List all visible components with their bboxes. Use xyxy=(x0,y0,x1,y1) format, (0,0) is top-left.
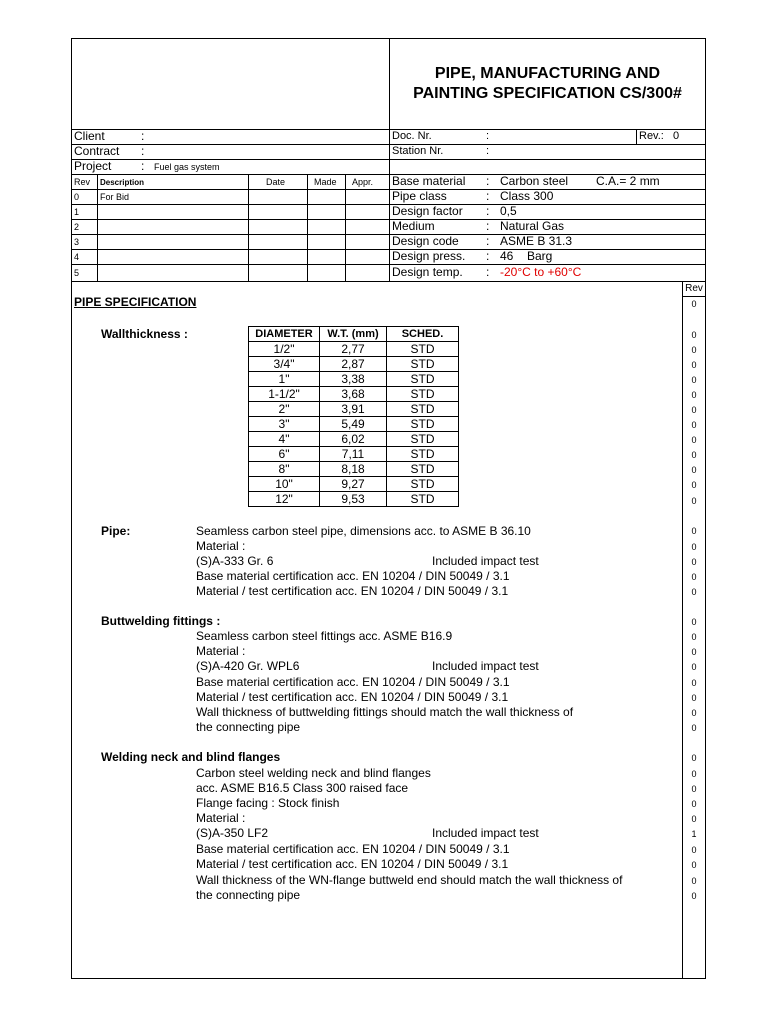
sched-cell: STD xyxy=(387,342,459,357)
wt-cell: 7,11 xyxy=(320,447,387,462)
rev-mark: 0 xyxy=(691,496,697,506)
sched-cell: STD xyxy=(387,432,459,447)
wt-cell: 3,91 xyxy=(320,402,387,417)
sched-cell: STD xyxy=(387,372,459,387)
rev-mark: 0 xyxy=(691,723,697,733)
fittings-line: Wall thickness of buttwelding fittings should match the wall thickness of xyxy=(196,705,574,719)
rev-col-header: Rev xyxy=(74,177,91,187)
fittings-line: (S)A-420 Gr. WPL6 xyxy=(196,659,300,673)
property-colon: : xyxy=(486,204,490,218)
header-line xyxy=(71,129,706,130)
project-value: Fuel gas system xyxy=(154,162,220,172)
sched-cell: STD xyxy=(387,477,459,492)
rev-mark: 0 xyxy=(691,769,697,779)
rev-mark: 0 xyxy=(691,662,697,672)
rev-mark: 1 xyxy=(691,829,697,839)
date-col-header: Date xyxy=(266,177,286,187)
diameter-cell: 4" xyxy=(249,432,320,447)
corrosion-allowance: C.A.= 2 mm xyxy=(596,174,660,188)
contract-colon: : xyxy=(141,144,145,158)
wt-cell: 2,87 xyxy=(320,357,387,372)
wt-cell: 6,02 xyxy=(320,432,387,447)
rev-mark: 0 xyxy=(691,814,697,824)
rev-row-number: 4 xyxy=(74,252,80,262)
fittings-line: Seamless carbon steel fittings acc. ASME B16.9 xyxy=(196,629,453,643)
wt-cell: 8,18 xyxy=(320,462,387,477)
wt-cell: 2,77 xyxy=(320,342,387,357)
base-material-value: Carbon steel xyxy=(500,174,569,188)
table-row xyxy=(249,417,459,432)
wallthickness-label: Wallthickness : xyxy=(101,327,188,341)
rev-mark: 0 xyxy=(691,557,697,567)
rev-mark: 0 xyxy=(691,845,697,855)
made-col-header: Made xyxy=(314,177,337,187)
flanges-line: the connecting pipe xyxy=(196,888,301,902)
rev-mark: 0 xyxy=(691,860,697,870)
frame-left xyxy=(71,38,72,979)
rev-mark: 0 xyxy=(691,345,697,355)
header-line xyxy=(71,189,706,190)
pipe-line: Material : xyxy=(196,539,246,553)
wt-cell: 3,68 xyxy=(320,387,387,402)
property-colon: : xyxy=(486,234,490,248)
rev-mark: 0 xyxy=(691,375,697,385)
rev-mark: 0 xyxy=(691,299,697,309)
rev-row-number: 1 xyxy=(74,207,80,217)
rev-col-divider xyxy=(248,174,249,282)
rev-mark: 0 xyxy=(691,617,697,627)
rev-mark: 0 xyxy=(691,647,697,657)
flanges-line: Base material certification acc. EN 10204 / DIN 50049 / 3.1 xyxy=(196,842,510,856)
rev-mark: 0 xyxy=(691,330,697,340)
medium-value: Natural Gas xyxy=(500,219,565,233)
pipe-class-value: Class 300 xyxy=(500,189,554,203)
rev-mark: 0 xyxy=(691,678,697,688)
fittings-line: Material : xyxy=(196,644,246,658)
table-row xyxy=(249,372,459,387)
diameter-cell: 6" xyxy=(249,447,320,462)
doc-nr-label: Doc. Nr. xyxy=(392,130,432,142)
table-row xyxy=(249,432,459,447)
rev-mark: 0 xyxy=(691,450,697,460)
wt-cell: 3,38 xyxy=(320,372,387,387)
wt-cell: 5,49 xyxy=(320,417,387,432)
rev-mark: 0 xyxy=(691,587,697,597)
property-colon: : xyxy=(486,174,490,188)
design-factor-value: 0,5 xyxy=(500,204,517,218)
design-code-value: ASME B 31.3 xyxy=(500,234,573,248)
rev-mark: 0 xyxy=(691,405,697,415)
pipe-line: Material / test certification acc. EN 10204 / DIN 50049 / 3.1 xyxy=(196,584,509,598)
doc-nr-colon: : xyxy=(486,130,490,142)
rev-mark: 0 xyxy=(691,693,697,703)
diameter-cell: 1/2" xyxy=(249,342,320,357)
sched-cell: STD xyxy=(387,492,459,507)
design-press-value: 46 xyxy=(500,249,514,263)
base-material-label: Base material xyxy=(392,174,466,188)
flanges-line: Carbon steel welding neck and blind flanges xyxy=(196,766,431,780)
frame-bottom xyxy=(71,978,706,979)
rev-mark: 0 xyxy=(691,420,697,430)
flanges-line: Wall thickness of the WN-flange buttweld end should match the wall thickness of xyxy=(196,873,623,887)
header-line xyxy=(71,204,706,205)
rev-mark: 0 xyxy=(691,435,697,445)
table-row xyxy=(249,387,459,402)
rev-col-divider xyxy=(345,174,346,282)
rev-col-divider xyxy=(307,174,308,282)
diameter-cell: 10" xyxy=(249,477,320,492)
property-colon: : xyxy=(486,249,490,263)
rev-column-header: Rev xyxy=(685,283,703,294)
flanges-line: Flange facing : Stock finish xyxy=(196,796,340,810)
title-line-1: PIPE, MANUFACTURING AND xyxy=(434,65,661,82)
medium-label: Medium xyxy=(392,219,435,233)
rev-row-description: For Bid xyxy=(100,192,130,202)
section-title: PIPE SPECIFICATION xyxy=(74,295,197,309)
rev-mark: 0 xyxy=(691,784,697,794)
rev-mark: 0 xyxy=(691,876,697,886)
sched-cell: STD xyxy=(387,402,459,417)
client-label: Client xyxy=(74,129,105,143)
rev-mark: 0 xyxy=(691,542,697,552)
rev-mark: 0 xyxy=(691,572,697,582)
rev-mark: 0 xyxy=(691,708,697,718)
description-col-header: Description xyxy=(100,178,145,187)
pipe-line: (S)A-333 Gr. 6 xyxy=(196,554,274,568)
diameter-cell: 3" xyxy=(249,417,320,432)
header-line xyxy=(71,234,706,235)
project-colon: : xyxy=(141,159,145,173)
sched-cell: STD xyxy=(387,417,459,432)
rev-row-number: 5 xyxy=(74,268,80,278)
rev-mark: 0 xyxy=(691,526,697,536)
diameter-cell: 2" xyxy=(249,402,320,417)
table-row xyxy=(249,462,459,477)
table-row xyxy=(249,447,459,462)
rev-mark: 0 xyxy=(691,390,697,400)
diameter-cell: 1" xyxy=(249,372,320,387)
table-row xyxy=(249,402,459,417)
header-line xyxy=(71,144,706,145)
sched-cell: STD xyxy=(387,462,459,477)
property-colon: : xyxy=(486,265,490,279)
rev-row-number: 0 xyxy=(74,192,80,202)
rev-mark: 0 xyxy=(691,360,697,370)
contract-label: Contract xyxy=(74,144,120,158)
header-line xyxy=(71,264,706,265)
rev-mark: 0 xyxy=(691,891,697,901)
rev-row-number: 2 xyxy=(74,222,80,232)
table-row xyxy=(249,477,459,492)
table-row xyxy=(249,357,459,372)
pipe-line: Base material certification acc. EN 10204 / DIN 50049 / 3.1 xyxy=(196,569,510,583)
wt-cell: 9,53 xyxy=(320,492,387,507)
rev-mark: 0 xyxy=(691,799,697,809)
design-temp-label: Design temp. xyxy=(392,265,463,279)
wall-thickness-table xyxy=(248,326,459,507)
diameter-cell: 3/4" xyxy=(249,357,320,372)
design-factor-label: Design factor xyxy=(392,204,463,218)
station-nr-colon: : xyxy=(486,145,490,157)
table-row xyxy=(249,342,459,357)
design-press-label: Design press. xyxy=(392,249,466,263)
project-label: Project xyxy=(74,159,112,173)
rev-mark: 0 xyxy=(691,632,697,642)
rev-value: 0 xyxy=(673,130,680,142)
pipe-label: Pipe: xyxy=(101,524,131,538)
rev-col-divider xyxy=(97,174,98,282)
diameter-cell: 1-1/2" xyxy=(249,387,320,402)
diameter-cell: 8" xyxy=(249,462,320,477)
flanges-line: acc. ASME B16.5 Class 300 raised face xyxy=(196,781,409,795)
header-line xyxy=(71,249,706,250)
header-line xyxy=(71,281,706,282)
fittings-impact-test: Included impact test xyxy=(432,659,539,673)
rev-mark: 0 xyxy=(691,753,697,763)
sched-cell: STD xyxy=(387,387,459,402)
property-colon: : xyxy=(486,189,490,203)
pipe-class-label: Pipe class xyxy=(392,189,447,203)
rev-cell-divider xyxy=(636,129,637,145)
fittings-line: Base material certification acc. EN 10204 / DIN 50049 / 3.1 xyxy=(196,675,510,689)
flanges-line: Material : xyxy=(196,811,246,825)
diameter-cell: 12" xyxy=(249,492,320,507)
rev-mark: 0 xyxy=(691,465,697,475)
flanges-line: Material / test certification acc. EN 10204 / DIN 50049 / 3.1 xyxy=(196,857,509,871)
table-row xyxy=(249,492,459,507)
header-line xyxy=(71,219,706,220)
flanges-label: Welding neck and blind flanges xyxy=(101,750,281,764)
flanges-impact-test: Included impact test xyxy=(432,826,539,840)
appr-col-header: Appr. xyxy=(352,177,374,187)
wt-header: W.T. (mm) xyxy=(320,327,387,342)
design-code-label: Design code xyxy=(392,234,459,248)
fittings-label: Buttwelding fittings : xyxy=(101,614,221,628)
pipe-line: Seamless carbon steel pipe, dimensions acc. to ASME B 36.10 xyxy=(196,524,531,538)
rev-mark: 0 xyxy=(691,480,697,490)
fittings-line: the connecting pipe xyxy=(196,720,301,734)
wt-cell: 9,27 xyxy=(320,477,387,492)
client-colon: : xyxy=(141,129,145,143)
diameter-header: DIAMETER xyxy=(249,327,320,342)
design-press-unit: Barg xyxy=(527,249,553,263)
station-nr-label: Station Nr. xyxy=(392,145,444,157)
title-line-2: PAINTING SPECIFICATION CS/300# xyxy=(413,85,682,102)
fittings-line: Material / test certification acc. EN 10204 / DIN 50049 / 3.1 xyxy=(196,690,509,704)
design-temp-value: -20°C to +60°C xyxy=(500,265,582,279)
document-title xyxy=(390,64,705,104)
property-colon: : xyxy=(486,219,490,233)
rev-row-number: 3 xyxy=(74,237,80,247)
rev-column-header-line xyxy=(682,296,706,297)
sched-cell: STD xyxy=(387,357,459,372)
flanges-line: (S)A-350 LF2 xyxy=(196,826,269,840)
frame-right xyxy=(705,38,706,979)
sched-header: SCHED. xyxy=(387,327,459,342)
rev-label: Rev.: xyxy=(639,130,664,142)
pipe-impact-test: Included impact test xyxy=(432,554,539,568)
sched-cell: STD xyxy=(387,447,459,462)
